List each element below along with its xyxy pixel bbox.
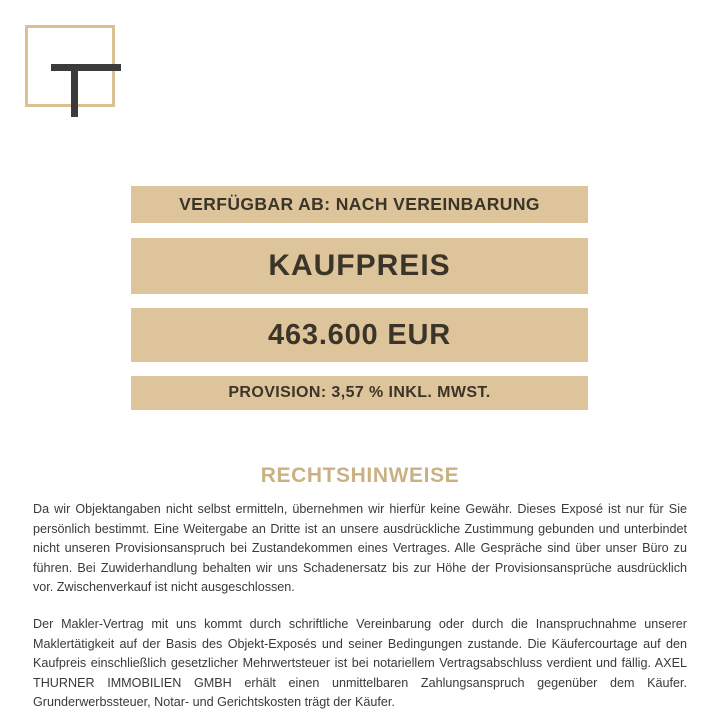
commission-bar: PROVISION: 3,57 % INKL. MWST. bbox=[131, 376, 588, 410]
property-info-bars bbox=[131, 186, 588, 410]
company-logo bbox=[25, 25, 121, 113]
logo-t-crossbar-icon bbox=[51, 64, 121, 71]
legal-paragraph-2: Der Makler-Vertrag mit uns kommt durch schriftliche Vereinbarung oder durch die Inanspruchnahme unserer Maklertätigkeit auf der Basis des Objekt-Exposés und seiner Bedingungen zustande. Die Käufercourtage auf den Kaufpreis einschließlich gesetzlicher Mehrwertsteuer ist bei notariellem Vertragsabschluss verdient und fällig. AXEL THURNER IMMOBILIEN GMBH erhält einen unmittelbaren Zahlungsanspruch gegenüber dem Käufer. Grunderwerbssteuer, Notar- und Gerichtskosten trägt der Käufer. bbox=[33, 616, 687, 710]
legal-notices-heading: RECHTSHINWEISE bbox=[260, 464, 460, 487]
legal-paragraph-1: Da wir Objektangaben nicht selbst ermitteln, übernehmen wir hierfür keine Gewähr. Dieses Exposé ist nur für Sie persönlich bestimmt. Eine Weitergabe an Dritte ist an unsere ausdrückliche Zustimmung gebunden und unterbindet nicht unseren Provisionsanspruch bei Zustandekommen eines Vertrages. Alle Gespräche sind über unser Büro zu führen. Bei Zuwiderhandlung behalten wir uns Schadenersatz bis zur Höhe der Provisionsansprüche ausdrücklich vor. Zwischenverkauf ist nicht ausgeschlossen. bbox=[33, 502, 687, 595]
logo-t-stem-icon bbox=[71, 64, 78, 117]
availability-bar: VERFÜGBAR AB: NACH VEREINBARUNG bbox=[131, 186, 588, 223]
price-label-bar: KAUFPREIS bbox=[131, 238, 588, 294]
price-value-bar: 463.600 EUR bbox=[131, 308, 588, 362]
legal-notices-body bbox=[33, 500, 687, 713]
